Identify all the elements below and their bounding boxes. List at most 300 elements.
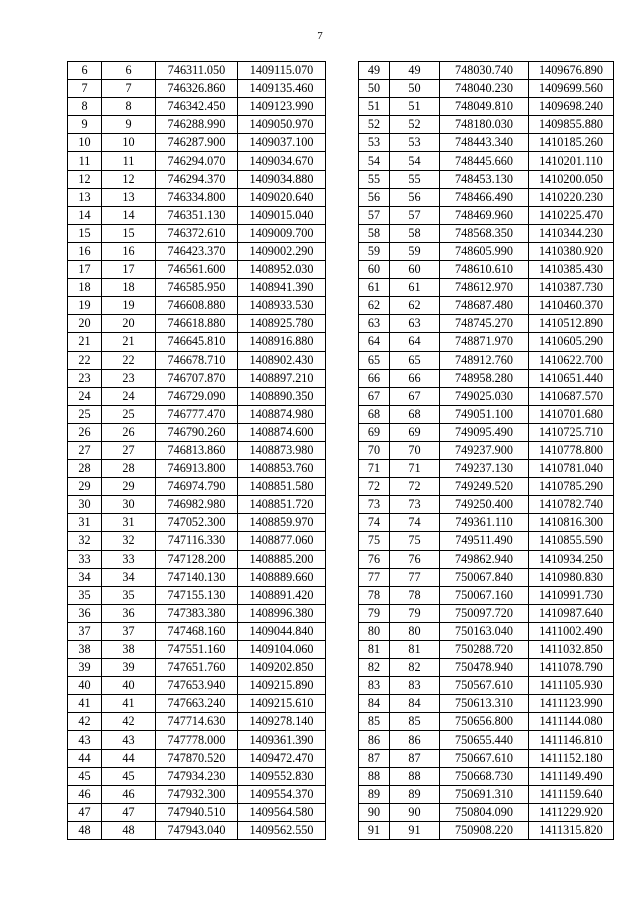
point-label-cell: 8 (102, 98, 156, 116)
table-row (68, 188, 326, 206)
point-number-cell: 34 (68, 568, 102, 586)
point-label-cell: 46 (102, 785, 156, 803)
point-label-cell: 63 (390, 315, 440, 333)
table-row (359, 767, 614, 785)
point-label-cell: 62 (390, 297, 440, 315)
table-row (68, 423, 326, 441)
x-coordinate-cell: 747651.760 (156, 659, 238, 677)
x-coordinate-cell: 746645.810 (156, 333, 238, 351)
point-number-cell: 11 (68, 152, 102, 170)
table-row (68, 803, 326, 821)
point-label-cell: 76 (390, 550, 440, 568)
y-coordinate-cell: 1411105.930 (529, 677, 614, 695)
point-label-cell: 20 (102, 315, 156, 333)
point-number-cell: 69 (359, 423, 390, 441)
point-number-cell: 40 (68, 677, 102, 695)
y-coordinate-cell: 1411078.790 (529, 659, 614, 677)
y-coordinate-cell: 1410701.680 (529, 405, 614, 423)
point-number-cell: 45 (68, 767, 102, 785)
point-number-cell: 51 (359, 98, 390, 116)
x-coordinate-cell: 750656.800 (440, 713, 529, 731)
table-row (68, 170, 326, 188)
point-number-cell: 16 (68, 242, 102, 260)
table-row (359, 695, 614, 713)
point-number-cell: 41 (68, 695, 102, 713)
table-row (359, 315, 614, 333)
point-number-cell: 75 (359, 532, 390, 550)
point-number-cell: 25 (68, 405, 102, 423)
point-number-cell: 53 (359, 134, 390, 152)
x-coordinate-cell: 747128.200 (156, 550, 238, 568)
point-number-cell: 23 (68, 369, 102, 387)
y-coordinate-cell: 1410225.470 (529, 206, 614, 224)
table-row (359, 821, 614, 839)
table-row (68, 478, 326, 496)
x-coordinate-cell: 748469.960 (440, 206, 529, 224)
point-label-cell: 79 (390, 604, 440, 622)
y-coordinate-cell: 1409044.840 (238, 622, 326, 640)
table-row (359, 514, 614, 532)
table-row (359, 242, 614, 260)
point-number-cell: 19 (68, 297, 102, 315)
point-number-cell: 8 (68, 98, 102, 116)
x-coordinate-cell: 748040.230 (440, 80, 529, 98)
table-row (359, 170, 614, 188)
y-coordinate-cell: 1408933.530 (238, 297, 326, 315)
point-label-cell: 77 (390, 568, 440, 586)
point-label-cell: 11 (102, 152, 156, 170)
x-coordinate-cell: 750163.040 (440, 622, 529, 640)
table-row (359, 803, 614, 821)
y-coordinate-cell: 1410605.290 (529, 333, 614, 351)
x-coordinate-cell: 747663.240 (156, 695, 238, 713)
x-coordinate-cell: 747653.940 (156, 677, 238, 695)
point-label-cell: 39 (102, 659, 156, 677)
point-label-cell: 50 (390, 80, 440, 98)
point-number-cell: 42 (68, 713, 102, 731)
coordinates-table-right (358, 61, 614, 840)
table-row (359, 478, 614, 496)
table-row (68, 315, 326, 333)
table-row (359, 297, 614, 315)
y-coordinate-cell: 1408885.200 (238, 550, 326, 568)
x-coordinate-cell: 748030.740 (440, 62, 529, 80)
point-label-cell: 12 (102, 170, 156, 188)
point-number-cell: 18 (68, 279, 102, 297)
x-coordinate-cell: 746372.610 (156, 224, 238, 242)
point-label-cell: 73 (390, 496, 440, 514)
y-coordinate-cell: 1410651.440 (529, 369, 614, 387)
y-coordinate-cell: 1410185.260 (529, 134, 614, 152)
y-coordinate-cell: 1410816.300 (529, 514, 614, 532)
point-label-cell: 59 (390, 242, 440, 260)
x-coordinate-cell: 746334.800 (156, 188, 238, 206)
point-number-cell: 68 (359, 405, 390, 423)
table-row (359, 98, 614, 116)
point-label-cell: 27 (102, 441, 156, 459)
table-row (359, 152, 614, 170)
point-label-cell: 68 (390, 405, 440, 423)
y-coordinate-cell: 1408873.980 (238, 441, 326, 459)
point-number-cell: 60 (359, 261, 390, 279)
point-number-cell: 21 (68, 333, 102, 351)
x-coordinate-cell: 746423.370 (156, 242, 238, 260)
y-coordinate-cell: 1411146.810 (529, 731, 614, 749)
x-coordinate-cell: 750667.610 (440, 749, 529, 767)
y-coordinate-cell: 1410380.920 (529, 242, 614, 260)
point-label-cell: 67 (390, 387, 440, 405)
point-label-cell: 86 (390, 731, 440, 749)
table-row (68, 80, 326, 98)
point-label-cell: 89 (390, 785, 440, 803)
y-coordinate-cell: 1411152.180 (529, 749, 614, 767)
point-label-cell: 55 (390, 170, 440, 188)
point-number-cell: 30 (68, 496, 102, 514)
point-label-cell: 21 (102, 333, 156, 351)
point-label-cell: 74 (390, 514, 440, 532)
point-number-cell: 20 (68, 315, 102, 333)
x-coordinate-cell: 748605.990 (440, 242, 529, 260)
x-coordinate-cell: 747934.230 (156, 767, 238, 785)
point-number-cell: 84 (359, 695, 390, 713)
table-row (68, 297, 326, 315)
point-number-cell: 65 (359, 351, 390, 369)
x-coordinate-cell: 749051.100 (440, 405, 529, 423)
x-coordinate-cell: 749237.900 (440, 441, 529, 459)
table-row (359, 188, 614, 206)
point-number-cell: 7 (68, 80, 102, 98)
table-row (359, 279, 614, 297)
x-coordinate-cell: 748612.970 (440, 279, 529, 297)
point-number-cell: 74 (359, 514, 390, 532)
y-coordinate-cell: 1408853.760 (238, 460, 326, 478)
y-coordinate-cell: 1410991.730 (529, 586, 614, 604)
point-label-cell: 72 (390, 478, 440, 496)
y-coordinate-cell: 1411144.080 (529, 713, 614, 731)
x-coordinate-cell: 746618.880 (156, 315, 238, 333)
point-number-cell: 76 (359, 550, 390, 568)
y-coordinate-cell: 1409020.640 (238, 188, 326, 206)
point-number-cell: 55 (359, 170, 390, 188)
table-body-left (68, 62, 326, 840)
x-coordinate-cell: 746287.900 (156, 134, 238, 152)
x-coordinate-cell: 749361.110 (440, 514, 529, 532)
y-coordinate-cell: 1410725.710 (529, 423, 614, 441)
y-coordinate-cell: 1409050.970 (238, 116, 326, 134)
point-number-cell: 86 (359, 731, 390, 749)
x-coordinate-cell: 749862.940 (440, 550, 529, 568)
table-row (68, 441, 326, 459)
x-coordinate-cell: 750097.720 (440, 604, 529, 622)
x-coordinate-cell: 750804.090 (440, 803, 529, 821)
point-number-cell: 81 (359, 641, 390, 659)
y-coordinate-cell: 1409564.580 (238, 803, 326, 821)
table-row (68, 261, 326, 279)
table-row (68, 206, 326, 224)
point-number-cell: 27 (68, 441, 102, 459)
point-label-cell: 16 (102, 242, 156, 260)
point-label-cell: 37 (102, 622, 156, 640)
y-coordinate-cell: 1408874.980 (238, 405, 326, 423)
point-label-cell: 19 (102, 297, 156, 315)
point-label-cell: 17 (102, 261, 156, 279)
y-coordinate-cell: 1409037.100 (238, 134, 326, 152)
point-label-cell: 48 (102, 821, 156, 839)
point-label-cell: 84 (390, 695, 440, 713)
y-coordinate-cell: 1408996.380 (238, 604, 326, 622)
y-coordinate-cell: 1411002.490 (529, 622, 614, 640)
point-number-cell: 77 (359, 568, 390, 586)
x-coordinate-cell: 750067.840 (440, 568, 529, 586)
page-number: 7 (317, 30, 323, 42)
point-number-cell: 6 (68, 62, 102, 80)
point-number-cell: 58 (359, 224, 390, 242)
point-label-cell: 60 (390, 261, 440, 279)
y-coordinate-cell: 1409104.060 (238, 641, 326, 659)
y-coordinate-cell: 1409123.990 (238, 98, 326, 116)
y-coordinate-cell: 1409278.140 (238, 713, 326, 731)
point-label-cell: 57 (390, 206, 440, 224)
x-coordinate-cell: 746678.710 (156, 351, 238, 369)
table-row (68, 116, 326, 134)
x-coordinate-cell: 748445.660 (440, 152, 529, 170)
y-coordinate-cell: 1410460.370 (529, 297, 614, 315)
x-coordinate-cell: 747155.130 (156, 586, 238, 604)
y-coordinate-cell: 1410201.110 (529, 152, 614, 170)
y-coordinate-cell: 1410220.230 (529, 188, 614, 206)
table-row (68, 586, 326, 604)
x-coordinate-cell: 749025.030 (440, 387, 529, 405)
point-number-cell: 33 (68, 550, 102, 568)
point-number-cell: 22 (68, 351, 102, 369)
table-row (359, 206, 614, 224)
point-number-cell: 57 (359, 206, 390, 224)
point-label-cell: 80 (390, 622, 440, 640)
point-label-cell: 83 (390, 677, 440, 695)
point-number-cell: 56 (359, 188, 390, 206)
y-coordinate-cell: 1411229.920 (529, 803, 614, 821)
x-coordinate-cell: 749237.130 (440, 460, 529, 478)
y-coordinate-cell: 1408952.030 (238, 261, 326, 279)
table-row (68, 405, 326, 423)
x-coordinate-cell: 748687.480 (440, 297, 529, 315)
point-number-cell: 36 (68, 604, 102, 622)
x-coordinate-cell: 748610.610 (440, 261, 529, 279)
point-label-cell: 87 (390, 749, 440, 767)
table-row (359, 405, 614, 423)
point-label-cell: 10 (102, 134, 156, 152)
x-coordinate-cell: 746294.370 (156, 170, 238, 188)
table-row (68, 224, 326, 242)
y-coordinate-cell: 1408889.660 (238, 568, 326, 586)
point-number-cell: 85 (359, 713, 390, 731)
point-number-cell: 26 (68, 423, 102, 441)
point-number-cell: 50 (359, 80, 390, 98)
point-label-cell: 26 (102, 423, 156, 441)
y-coordinate-cell: 1408890.350 (238, 387, 326, 405)
table-row (68, 641, 326, 659)
y-coordinate-cell: 1409215.610 (238, 695, 326, 713)
point-number-cell: 24 (68, 387, 102, 405)
y-coordinate-cell: 1409699.560 (529, 80, 614, 98)
point-number-cell: 46 (68, 785, 102, 803)
table-row (68, 98, 326, 116)
x-coordinate-cell: 750567.610 (440, 677, 529, 695)
point-label-cell: 28 (102, 460, 156, 478)
table-row (68, 749, 326, 767)
y-coordinate-cell: 1409135.460 (238, 80, 326, 98)
point-label-cell: 65 (390, 351, 440, 369)
point-label-cell: 30 (102, 496, 156, 514)
point-number-cell: 44 (68, 749, 102, 767)
point-label-cell: 49 (390, 62, 440, 80)
point-label-cell: 7 (102, 80, 156, 98)
x-coordinate-cell: 746974.790 (156, 478, 238, 496)
table-row (68, 460, 326, 478)
y-coordinate-cell: 1409215.890 (238, 677, 326, 695)
point-number-cell: 29 (68, 478, 102, 496)
y-coordinate-cell: 1408851.720 (238, 496, 326, 514)
coordinates-table-left (67, 61, 326, 840)
y-coordinate-cell: 1410778.800 (529, 441, 614, 459)
x-coordinate-cell: 747940.510 (156, 803, 238, 821)
point-label-cell: 52 (390, 116, 440, 134)
x-coordinate-cell: 747140.130 (156, 568, 238, 586)
point-number-cell: 35 (68, 586, 102, 604)
y-coordinate-cell: 1411032.850 (529, 641, 614, 659)
table-row (359, 659, 614, 677)
y-coordinate-cell: 1410785.290 (529, 478, 614, 496)
x-coordinate-cell: 747870.520 (156, 749, 238, 767)
point-number-cell: 91 (359, 821, 390, 839)
x-coordinate-cell: 747468.160 (156, 622, 238, 640)
table-row (359, 116, 614, 134)
table-row (359, 550, 614, 568)
x-coordinate-cell: 747943.040 (156, 821, 238, 839)
table-row (359, 586, 614, 604)
point-number-cell: 31 (68, 514, 102, 532)
x-coordinate-cell: 746294.070 (156, 152, 238, 170)
point-label-cell: 31 (102, 514, 156, 532)
point-label-cell: 22 (102, 351, 156, 369)
x-coordinate-cell: 746777.470 (156, 405, 238, 423)
point-label-cell: 91 (390, 821, 440, 839)
point-number-cell: 17 (68, 261, 102, 279)
y-coordinate-cell: 1409562.550 (238, 821, 326, 839)
y-coordinate-cell: 1410987.640 (529, 604, 614, 622)
table-row (68, 351, 326, 369)
table-row (68, 242, 326, 260)
x-coordinate-cell: 747778.000 (156, 731, 238, 749)
x-coordinate-cell: 750908.220 (440, 821, 529, 839)
table-row (359, 785, 614, 803)
table-row (68, 568, 326, 586)
table-row (68, 659, 326, 677)
x-coordinate-cell: 750655.440 (440, 731, 529, 749)
x-coordinate-cell: 746707.870 (156, 369, 238, 387)
point-number-cell: 10 (68, 134, 102, 152)
table-row (68, 767, 326, 785)
point-label-cell: 45 (102, 767, 156, 785)
table-row (359, 423, 614, 441)
point-number-cell: 89 (359, 785, 390, 803)
table-row (359, 351, 614, 369)
point-label-cell: 14 (102, 206, 156, 224)
point-label-cell: 56 (390, 188, 440, 206)
y-coordinate-cell: 1410782.740 (529, 496, 614, 514)
table-row (68, 514, 326, 532)
y-coordinate-cell: 1411149.490 (529, 767, 614, 785)
y-coordinate-cell: 1409361.390 (238, 731, 326, 749)
table-row (68, 333, 326, 351)
point-label-cell: 66 (390, 369, 440, 387)
y-coordinate-cell: 1409472.470 (238, 749, 326, 767)
point-number-cell: 71 (359, 460, 390, 478)
point-label-cell: 75 (390, 532, 440, 550)
y-coordinate-cell: 1409015.040 (238, 206, 326, 224)
y-coordinate-cell: 1410781.040 (529, 460, 614, 478)
x-coordinate-cell: 747052.300 (156, 514, 238, 532)
x-coordinate-cell: 746790.260 (156, 423, 238, 441)
point-number-cell: 70 (359, 441, 390, 459)
table-row (68, 731, 326, 749)
y-coordinate-cell: 1408874.600 (238, 423, 326, 441)
point-number-cell: 39 (68, 659, 102, 677)
point-label-cell: 51 (390, 98, 440, 116)
x-coordinate-cell: 747116.330 (156, 532, 238, 550)
point-label-cell: 43 (102, 731, 156, 749)
y-coordinate-cell: 1410385.430 (529, 261, 614, 279)
y-coordinate-cell: 1408877.060 (238, 532, 326, 550)
x-coordinate-cell: 750067.160 (440, 586, 529, 604)
x-coordinate-cell: 746585.950 (156, 279, 238, 297)
point-number-cell: 52 (359, 116, 390, 134)
table-row (68, 713, 326, 731)
x-coordinate-cell: 746813.860 (156, 441, 238, 459)
table-row (359, 604, 614, 622)
table-row (68, 369, 326, 387)
y-coordinate-cell: 1409552.830 (238, 767, 326, 785)
table-row (359, 568, 614, 586)
point-label-cell: 35 (102, 586, 156, 604)
point-label-cell: 9 (102, 116, 156, 134)
y-coordinate-cell: 1409115.070 (238, 62, 326, 80)
point-label-cell: 47 (102, 803, 156, 821)
point-label-cell: 24 (102, 387, 156, 405)
x-coordinate-cell: 746288.990 (156, 116, 238, 134)
x-coordinate-cell: 746729.090 (156, 387, 238, 405)
point-label-cell: 36 (102, 604, 156, 622)
table-row (68, 695, 326, 713)
x-coordinate-cell: 750288.720 (440, 641, 529, 659)
point-label-cell: 85 (390, 713, 440, 731)
point-number-cell: 47 (68, 803, 102, 821)
table-row (359, 62, 614, 80)
x-coordinate-cell: 748049.810 (440, 98, 529, 116)
x-coordinate-cell: 749511.490 (440, 532, 529, 550)
point-number-cell: 59 (359, 242, 390, 260)
point-label-cell: 64 (390, 333, 440, 351)
y-coordinate-cell: 1409855.880 (529, 116, 614, 134)
table-row (359, 749, 614, 767)
point-label-cell: 88 (390, 767, 440, 785)
point-number-cell: 82 (359, 659, 390, 677)
point-number-cell: 66 (359, 369, 390, 387)
point-number-cell: 13 (68, 188, 102, 206)
table-row (68, 496, 326, 514)
point-label-cell: 70 (390, 441, 440, 459)
y-coordinate-cell: 1409676.890 (529, 62, 614, 80)
